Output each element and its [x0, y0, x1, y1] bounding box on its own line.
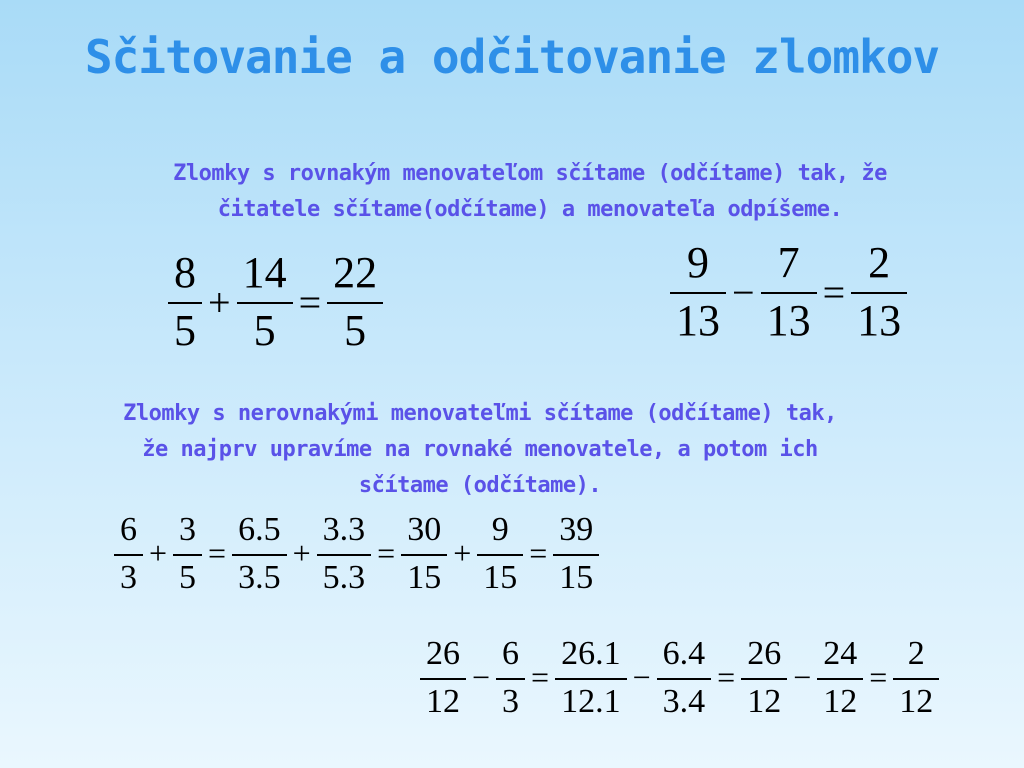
denominator: 15 [407, 558, 442, 596]
numerator: 7 [777, 238, 800, 287]
fraction-bar [657, 678, 712, 680]
fraction [173, 512, 202, 595]
fraction [657, 636, 712, 719]
fraction-bar [420, 678, 466, 680]
operator: = [531, 659, 550, 696]
operator: + [208, 279, 231, 325]
denominator: 3.4 [662, 682, 706, 720]
denominator: 5 [174, 306, 196, 356]
fraction-bar [553, 554, 599, 556]
denominator: 5 [344, 306, 367, 356]
fraction [553, 512, 599, 595]
equation-different-denominator-subtract [416, 636, 943, 719]
numerator: 6 [120, 511, 137, 548]
numerator: 9 [491, 511, 509, 548]
numerator: 8 [174, 248, 196, 297]
fraction [670, 240, 726, 344]
numerator: 6.4 [662, 635, 706, 672]
numerator: 2 [868, 238, 891, 287]
operator: = [869, 659, 888, 696]
numerator: 6.5 [238, 511, 281, 548]
fraction-bar [327, 302, 383, 304]
operator: − [732, 269, 755, 315]
operator: + [453, 535, 472, 572]
fraction [761, 240, 817, 344]
operator: − [632, 659, 651, 696]
numerator: 3.3 [322, 511, 366, 548]
equation-same-denominator-subtract [666, 240, 911, 344]
denominator: 13 [857, 296, 902, 346]
slide-title: Sčitovanie a odčitovanie zlomkov [84, 30, 940, 84]
fraction [317, 512, 372, 595]
fraction [893, 636, 939, 719]
rule-line: Zlomky s rovnakým menovateľom sčítame (odčítame) tak, že [173, 161, 887, 186]
denominator: 13 [676, 296, 720, 346]
denominator: 12 [747, 682, 782, 720]
operator: + [149, 535, 168, 572]
operator: + [292, 535, 311, 572]
fraction-bar [893, 678, 939, 680]
fraction-bar [114, 554, 143, 556]
denominator: 12 [823, 682, 858, 720]
fraction [327, 250, 383, 354]
operator: = [377, 535, 396, 572]
operator: = [529, 535, 548, 572]
numerator: 26 [747, 635, 782, 672]
denominator: 3 [120, 558, 137, 596]
denominator: 3 [502, 682, 520, 720]
equation-same-denominator-add [164, 250, 387, 354]
numerator: 14 [242, 248, 287, 297]
denominator: 5 [179, 558, 197, 596]
rule-line: čitatele sčítame(odčítame) a menovateľa odpíšeme. [217, 197, 843, 222]
fraction [477, 512, 523, 595]
fraction-bar [555, 678, 627, 680]
fraction-bar [761, 292, 817, 294]
numerator: 2 [907, 635, 925, 672]
denominator: 13 [766, 296, 811, 346]
rule-line: Zlomky s nerovnakými menovateľmi sčítame (odčítame) tak, [123, 401, 837, 426]
fraction [496, 636, 525, 719]
numerator: 30 [407, 511, 442, 548]
numerator: 22 [333, 248, 378, 297]
fraction-bar [173, 554, 202, 556]
operator: − [472, 659, 491, 696]
fraction [555, 636, 627, 719]
fraction [401, 512, 447, 595]
fraction-bar [817, 678, 863, 680]
numerator: 39 [559, 511, 594, 548]
operator: = [717, 659, 736, 696]
numerator: 6 [502, 635, 520, 672]
rule-line: sčítame (odčítame). [358, 473, 602, 498]
denominator: 5 [253, 306, 276, 356]
denominator: 12.1 [561, 682, 621, 720]
fraction-bar [232, 554, 287, 556]
fraction-bar [317, 554, 372, 556]
fraction-bar [670, 292, 726, 294]
denominator: 15 [559, 558, 594, 596]
fraction-bar [477, 554, 523, 556]
fraction [232, 512, 287, 595]
rule-same-denominator [60, 156, 1000, 228]
operator: = [822, 269, 846, 315]
fraction [420, 636, 466, 719]
numerator: 26 [426, 635, 460, 672]
fraction-bar [237, 302, 293, 304]
fraction-bar [401, 554, 447, 556]
denominator: 5.3 [322, 558, 366, 596]
fraction-bar [851, 292, 907, 294]
fraction [817, 636, 863, 719]
fraction [114, 512, 143, 595]
numerator: 24 [823, 635, 858, 672]
numerator: 9 [687, 238, 709, 287]
fraction [237, 250, 293, 354]
rule-different-denominator [40, 396, 920, 504]
operator: − [793, 659, 812, 696]
rule-line: že najprv upravíme na rovnaké menovatele, a potom ich [142, 437, 818, 462]
numerator: 26.1 [561, 635, 621, 672]
operator: = [208, 535, 227, 572]
operator: = [298, 279, 322, 325]
fraction-bar [741, 678, 787, 680]
fraction-bar [168, 302, 202, 304]
equation-different-denominator-add [110, 512, 603, 595]
denominator: 12 [426, 682, 460, 720]
numerator: 3 [179, 511, 197, 548]
denominator: 3.5 [238, 558, 281, 596]
fraction [168, 250, 202, 354]
fraction [741, 636, 787, 719]
fraction [851, 240, 907, 344]
denominator: 12 [899, 682, 934, 720]
fraction-bar [496, 678, 525, 680]
denominator: 15 [483, 558, 518, 596]
